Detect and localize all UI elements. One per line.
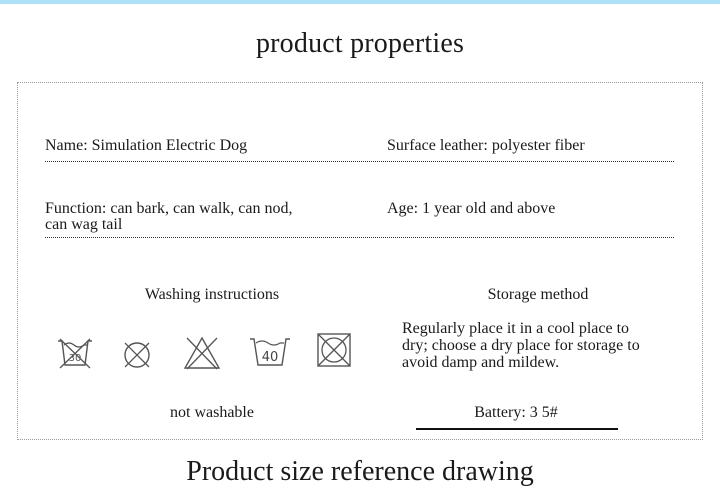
washing-instructions-label: Washing instructions <box>144 286 280 303</box>
dotted-divider <box>45 237 674 238</box>
do-not-bleach-icon <box>182 335 222 371</box>
page-title: product properties <box>255 28 465 59</box>
dotted-divider <box>45 161 674 162</box>
svg-text:30: 30 <box>68 353 82 364</box>
do-not-dry-clean-icon <box>121 339 153 371</box>
do-not-wash-tub-icon <box>56 335 94 371</box>
top-accent-bar <box>0 0 720 4</box>
storage-text-line1: Regularly place it in a cool place to <box>402 320 630 337</box>
svg-text:40: 40 <box>261 350 279 365</box>
battery-underline <box>416 428 618 430</box>
storage-method-label: Storage method <box>487 286 589 303</box>
size-reference-title: Product size reference drawing <box>186 456 534 487</box>
battery-label: Battery: 3 5# <box>474 404 558 421</box>
washing-note: not washable <box>170 404 254 421</box>
wash-40-icon <box>248 333 292 371</box>
properties-panel <box>17 82 703 440</box>
function-property-line2: can wag tail <box>45 216 123 233</box>
storage-text-line3: avoid damp and mildew. <box>402 354 560 371</box>
surface-property: Surface leather: polyester fiber <box>387 137 585 154</box>
function-property-line1: Function: can bark, can walk, can nod, <box>45 200 293 217</box>
age-property: Age: 1 year old and above <box>387 200 556 217</box>
name-property: Name: Simulation Electric Dog <box>45 137 248 154</box>
do-not-tumble-dry-icon <box>316 332 352 368</box>
storage-text-line2: dry; choose a dry place for storage to <box>402 337 640 354</box>
